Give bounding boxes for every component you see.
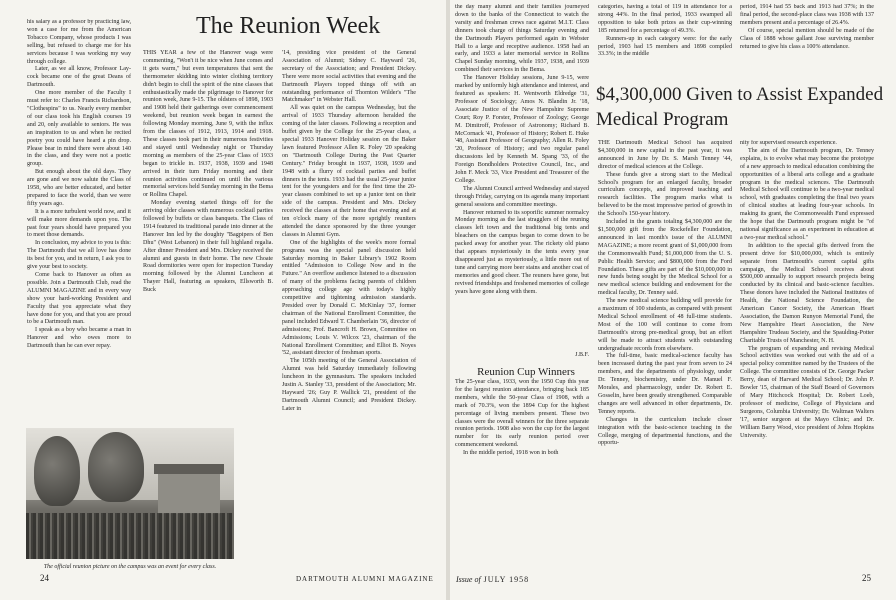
article-title: The Reunion Week <box>196 13 381 39</box>
issue-line <box>456 575 529 584</box>
right-column-1-bottom <box>455 366 589 556</box>
signature: J.B.F. <box>575 352 589 358</box>
paragraph: The Alumni Council arrived Wednesday and stayed through Friday, carrying on its agenda many important general sessions and committee meetings. <box>455 185 589 208</box>
paragraph: The aim of the Dartmouth program, Dr. Tenney explains, is to evolve what may become the prototype of a new approach to medical education combining the opportunities of a liberal arts college and a graduate program in the medical sciences. The Dartmouth Medical School will continue to be a two-year medical school, with graduates completing the final two years of clinical studies at leading four-year schools. In making its grant, the Commonwealth Fund expressed the hope that the Dartmouth program might be "of national significance as an experiment in education at a two-year medical school." <box>740 147 874 241</box>
issue-label: Issue of <box>456 575 481 584</box>
paragraph: In addition to the special gifts derived from the present drive for $10,000,000, which is entirely separate from Dartmouth's current capital gifts campaign, the Medical School receives about $500,000 annually to support research projects being conducted by its clinical and basic-science faculties. These donors have included the National Institutes of Health, the National Science Foundation, the American Cancer Society, the American Heart Association, the Damon Runyon Memorial Fund, the New Hampshire Heart Association, the New Hampshire Trudeau Society, and the Spaulding-Potter Charitable Trusts of Manchester, N. H. <box>740 242 874 344</box>
paragraph: Included in the grants totaling $4,300,000 are the $1,500,000 gift from the Rockefeller Foundation, announced in last month's issue of the ALUMNI MAGAZINE; a more recent grant of $1,000,000 from the Commonwealth Fund; $1,000,000 from the U. S. Public Health Service; and $800,000 from the Ford Foundation. These gifts are part of the $10,000,000 in new funds being sought by the Medical School for a new medical science building and endowment for the medical faculty, Dr. Tenney said. <box>598 219 732 297</box>
paragraph: the day many alumni and their families journeyed down to the banks of the Connecticut to watch the varsity and freshman crews race against M.I.T. Class dinners took charge of things Saturday evening and the Dartmouth Players performed again in Webster Hall to a large and receptive audience. 1958 had an early, and 1933 a later memorial service in Rollins Chapel Sunday morning, while 1937, 1938, and 1939 combined their services in the Bema. <box>455 4 589 74</box>
left-page <box>0 0 446 600</box>
right-page <box>450 0 896 600</box>
medical-column-2 <box>740 140 874 558</box>
paragraph: In conclusion, my advice to you is this: The Dartmouth that we all love has done its best for you, and in return, I ask you to give your best to society. <box>27 240 131 271</box>
paragraph: THE Dartmouth Medical School has acquired $4,300,000 in new capital in the past year, it was announced in June by Dr. S. Marsh Tenney '44, director of medical sciences at the College. <box>598 140 732 170</box>
signature-line <box>455 352 589 364</box>
paragraph: Runners-up in each category were: for the early period, 1903 had 15 members and 1898 compiled 33.3%; in the middle <box>598 35 732 58</box>
reunion-photo <box>26 428 234 559</box>
paragraph: '14, presiding vice president of the General Association of Alumni; Sidney C. Hayward '26, secretary of the Association; and President Dickey. There were more social activities that evening and the Dartmouth Players topped things off with an outstanding performance of Thornton Wilder's "The Matchmaker" in Webster Hall. <box>282 50 416 104</box>
paragraph: his salary as a professor by practicing law, won a case for me from the American Tobacco Company, whose products I was selling, but refused to charge me for his services because I was working my way through college. <box>27 19 131 65</box>
paragraph: The 105th meeting of the General Association of Alumni was held Saturday immediately following luncheon in the gymnasium. The speakers included Justin A. Stanley '33, president of the Association; Mr. Hayward '26; Guy P. Wallick '21, president of the Dartmouth Alumni Council; and President Dickey. Later in <box>282 358 416 412</box>
left-column-1 <box>27 19 131 399</box>
left-column-3 <box>282 50 416 560</box>
paragraph: Changes in the curriculum include closer integration with the basic-science teaching in the College, merging of departmental functions, and the opportu- <box>598 416 732 447</box>
paragraph: Come back to Hanover as often as possible. Join a Dartmouth Club, read the ALUMNI MAGAZINE and in every way show your hard-working President and Faculty that you appreciate what they have done for you, and that you are proud to be a Dartmouth man. <box>27 272 131 326</box>
left-column-2 <box>143 50 273 416</box>
paragraph: The program of expanding and revising Medical School activities was worked out with the aid of a special policy committee named by the Trustees of the College. The committee consists of Dr. George Packer Berry, dean of Harvard Medical School; Dr. John P. Bowler '15, chairman of the Staff Board of Governors of Mary Hitchcock Hospital; Dr. Robert Loeb, professor of medicine, College of Physicians and Surgeons, Columbia University; Dr. Waltman Walters '17, senior surgeon at the Mayo Clinic; and Dr. William Barry Wood, vice president of Johns Hopkins University. <box>740 345 874 439</box>
magazine-footer: DARTMOUTH ALUMNI MAGAZINE <box>296 575 434 583</box>
photo-caption: The official reunion picture on the campus was an event for every class. <box>43 564 217 570</box>
medical-column-1 <box>598 140 732 558</box>
paragraph: Later, as we all know, Professor Lay-cock became one of the great Deans of Dartmouth. <box>27 66 131 89</box>
paragraph: In the middle period, 1918 won in both <box>463 450 559 457</box>
right-column-1-top <box>455 4 589 362</box>
paragraph: The 25-year class, 1933, won the 1950 Cup this year for the largest reunion attendance, bringing back 185 members, while the 50-year Class of 1908, with a mark of 70.3%, won the 1894 Cup for the highest percentage of living members present. These two classes were the overall winners for the three separate reunion periods. 1908 also won the cup for the largest number for its early reunion period over commencement weekend. <box>455 379 589 449</box>
right-column-2-top <box>598 4 732 68</box>
paragraph: One of the highlights of the week's more formal programs was the special panel discussion held Saturday morning in Baker Library's 1902 Room entitled "Admission to College Now and in the Future." An overflow audience listened to a discussion of many of the problems facing parents of children approaching college age with today's highly competitive and tightening admission standards. Presided over by Donald C. McKinlay '37, former chairman of the National Enrollment Committee, the panel included Edward T. Chamberlain '36, director of admissions; Prof. Bancroft H. Brown, Committee on Admissions; Louis V. Wilcox '23, chairman of the National Enrollment Committee; and Elliot B. Noyes '52, assistant director of freshman sports. <box>282 239 416 357</box>
paragraph: THIS YEAR a few of the Hanover wags were commenting, "Won't it be nice when June comes and it gets warm," but even temperatures that sent the thermometer skidding into winter clothing territory didn't begin to chill the spirit of the nine classes that enthusiastically made the pilgrimage to Hanover for reunion week, June 9-15. The oldsters of 1898, 1903 and 1908 held their gatherings over commencement weekend, but reunion week began in earnest the following Monday morning, June 9, with the influx from the classes of 1912, 1913, 1914 and 1918. These classes took part in their numerous festivities and stayed until Wednesday night or Thursday morning as members of the 25-year Class of 1933 began to trickle in. 1937, 1938, 1939 and 1948 arrived in their turn Friday morning and their reunion activities continued on until the various memorial services held Sunday morning in the Bema or Rollins Chapel. <box>143 50 273 199</box>
paragraph: One more member of the Faculty I must refer to: Charles Francis Richardson, "Clothespins" to us. Nearly every member of our class took his English courses 19 and 20, only available to seniors. He was an inspiration to us and when he recited poetry you could have heard a pin drop. Please bear in mind there were about 140 in the class, and they were not a poetic group. <box>27 90 131 168</box>
paragraph: These funds give a strong start to the Medical School's program for an enlarged faculty, broader curriculum concepts, and improved teaching and research facilities. The program marks what is believed to be the most impressive period of growth in the School's 150-year history. <box>598 171 732 218</box>
section-heading: Reunion Cup Winners <box>477 366 575 378</box>
medical-headline: $4,300,000 Given to Assist Expanded Medical Program <box>596 84 884 130</box>
page-number: 25 <box>862 573 871 583</box>
paragraph: categories, having a total of 119 in attendance for a strong 44%. In the final period, 1933 swamped all opposition to take both prizes as their cup-winning 185 returned for a percentage of 49.3%. <box>598 4 732 34</box>
paragraph: The Hanover Holiday sessions, June 9-15, were marked by uniformly high attendance and interest, and featured as speakers: H. Wentworth Eldredge '31, Professor of Sociology; Amos N. Blandin Jr. '18, Associate Justice of the New Hampshire Supreme Court; Roy P. Forster, Professor of Zoology; George M. Dimitroff, Professor of Astronomy; Richard B. McCornack '41, Professor of History; Robert E. Huke '48, Assistant Professor of Geography; Allen R. Foley '20, Professor of History; and two regular panel discussions led by Kenneth M. Spang '33, of the Foreign Bondholders Protective Council, Inc., and John F. Meck '33, Vice President and Treasurer of the College. <box>455 75 589 184</box>
paragraph: period, 1914 had 55 back and 1913 had 37%; in the final period, the second-place class was 1938 with 137 members present and a percentage of 26.4%. <box>740 4 874 26</box>
paragraph: All was quiet on the campus Wednesday, but the arrival of 1933 Thursday afternoon heralded the coming of the later classes. Following a reception and buffet given by the College for the 25-year class, a special 1933 Hanover Holiday session on the Baker lawn featured Professor Allen R. Foley '20 speaking on "Dartmouth College During the Past Quarter Century." Friday brought in 1937, 1938, 1939 and 1948 with a flurry of cocktail parties and buffet dinners in the tents. 1933 had the usual 25-year junior tent for the youngsters and for the first time the 20-year classes combined to set up a junior tent on their side of the campus. President and Mrs. Dickey received the classes at their home that evening and at ten o'clock many of the more sprightly reuniters attended the dance sponsored by the three younger classes in Alumni Gym. <box>282 105 416 238</box>
right-column-3-top <box>740 4 874 68</box>
paragraph: But enough about the old days. They are gone and we now salute the Class of 1958, who are better educated, and better prepared to face the world, than we were fifty years ago. <box>27 169 131 207</box>
paragraph: nity for supervised research experience. <box>740 140 837 146</box>
paragraph: The full-time, basic medical-science faculty has been increased during the past year from seven to 24 members, and the departments of physiology, under Dr. Tenney, biochemistry, under Dr. Manuel F. Morales, and pharmacology, under Dr. Robert E. Gosselin, have been greatly strengthened. Comparable changes are well advanced in other departments, Dr. Tenney reports. <box>598 353 732 415</box>
paragraph: The new medical science building will provide for a maximum of 100 students, as compared with present Medical School enrollment of 48 full-time students. Most of the 100 will continue to come from Dartmouth's strong pre-medical group, but an effort will be made to attract students with outstanding undergraduate records from elsewhere. <box>598 298 732 352</box>
paragraph: I speak as a boy who became a man in Hanover and who owes more to Dartmouth than he can ever repay. <box>27 327 131 350</box>
paragraph: Monday evening started things off for the arriving older classes with numerous cocktail parties followed by buffets or class banquets. The Class of 1914 featured its traditional parade into dinner at the Hanover Inn led by the doughty "Bagpipers of Ben Dhu" (West Lebanon) in their full highland regalia. After dinner President and Mrs. Dickey received the alumni and guests in their home. The new Choate Road dormitories were open for inspection Tuesday morning followed by the Alumni Luncheon at Thayer Hall, featuring as speakers, Ellsworth B. Buck <box>143 200 273 294</box>
paragraph: Of course, special mention should be made of the Class of 1888 whose gallant Jose surviving member returned to give his class a 100% attendance. <box>740 27 874 50</box>
issue-date: JULY 1958 <box>483 575 530 584</box>
page-number: 24 <box>40 573 49 583</box>
paragraph: It is a more turbulent world now, and it will make more demands upon you. The past four years should have prepared you to meet those demands. <box>27 208 131 239</box>
paragraph: Hanover returned to its soporific summer normalcy Monday morning as the last stragglers of the reuning classes left town and the traditional big tents and bleachers on the campus began to come down to be packed away for another year. The rickety old piano that appears mysteriously in the tents every year disappeared just as mysteriously, a little more out of tune and carrying more beer stains and another coat of memories and good cheer. The reuners have gone, but revived friendships and freshened memories of college years have gone along with them. <box>455 209 589 295</box>
